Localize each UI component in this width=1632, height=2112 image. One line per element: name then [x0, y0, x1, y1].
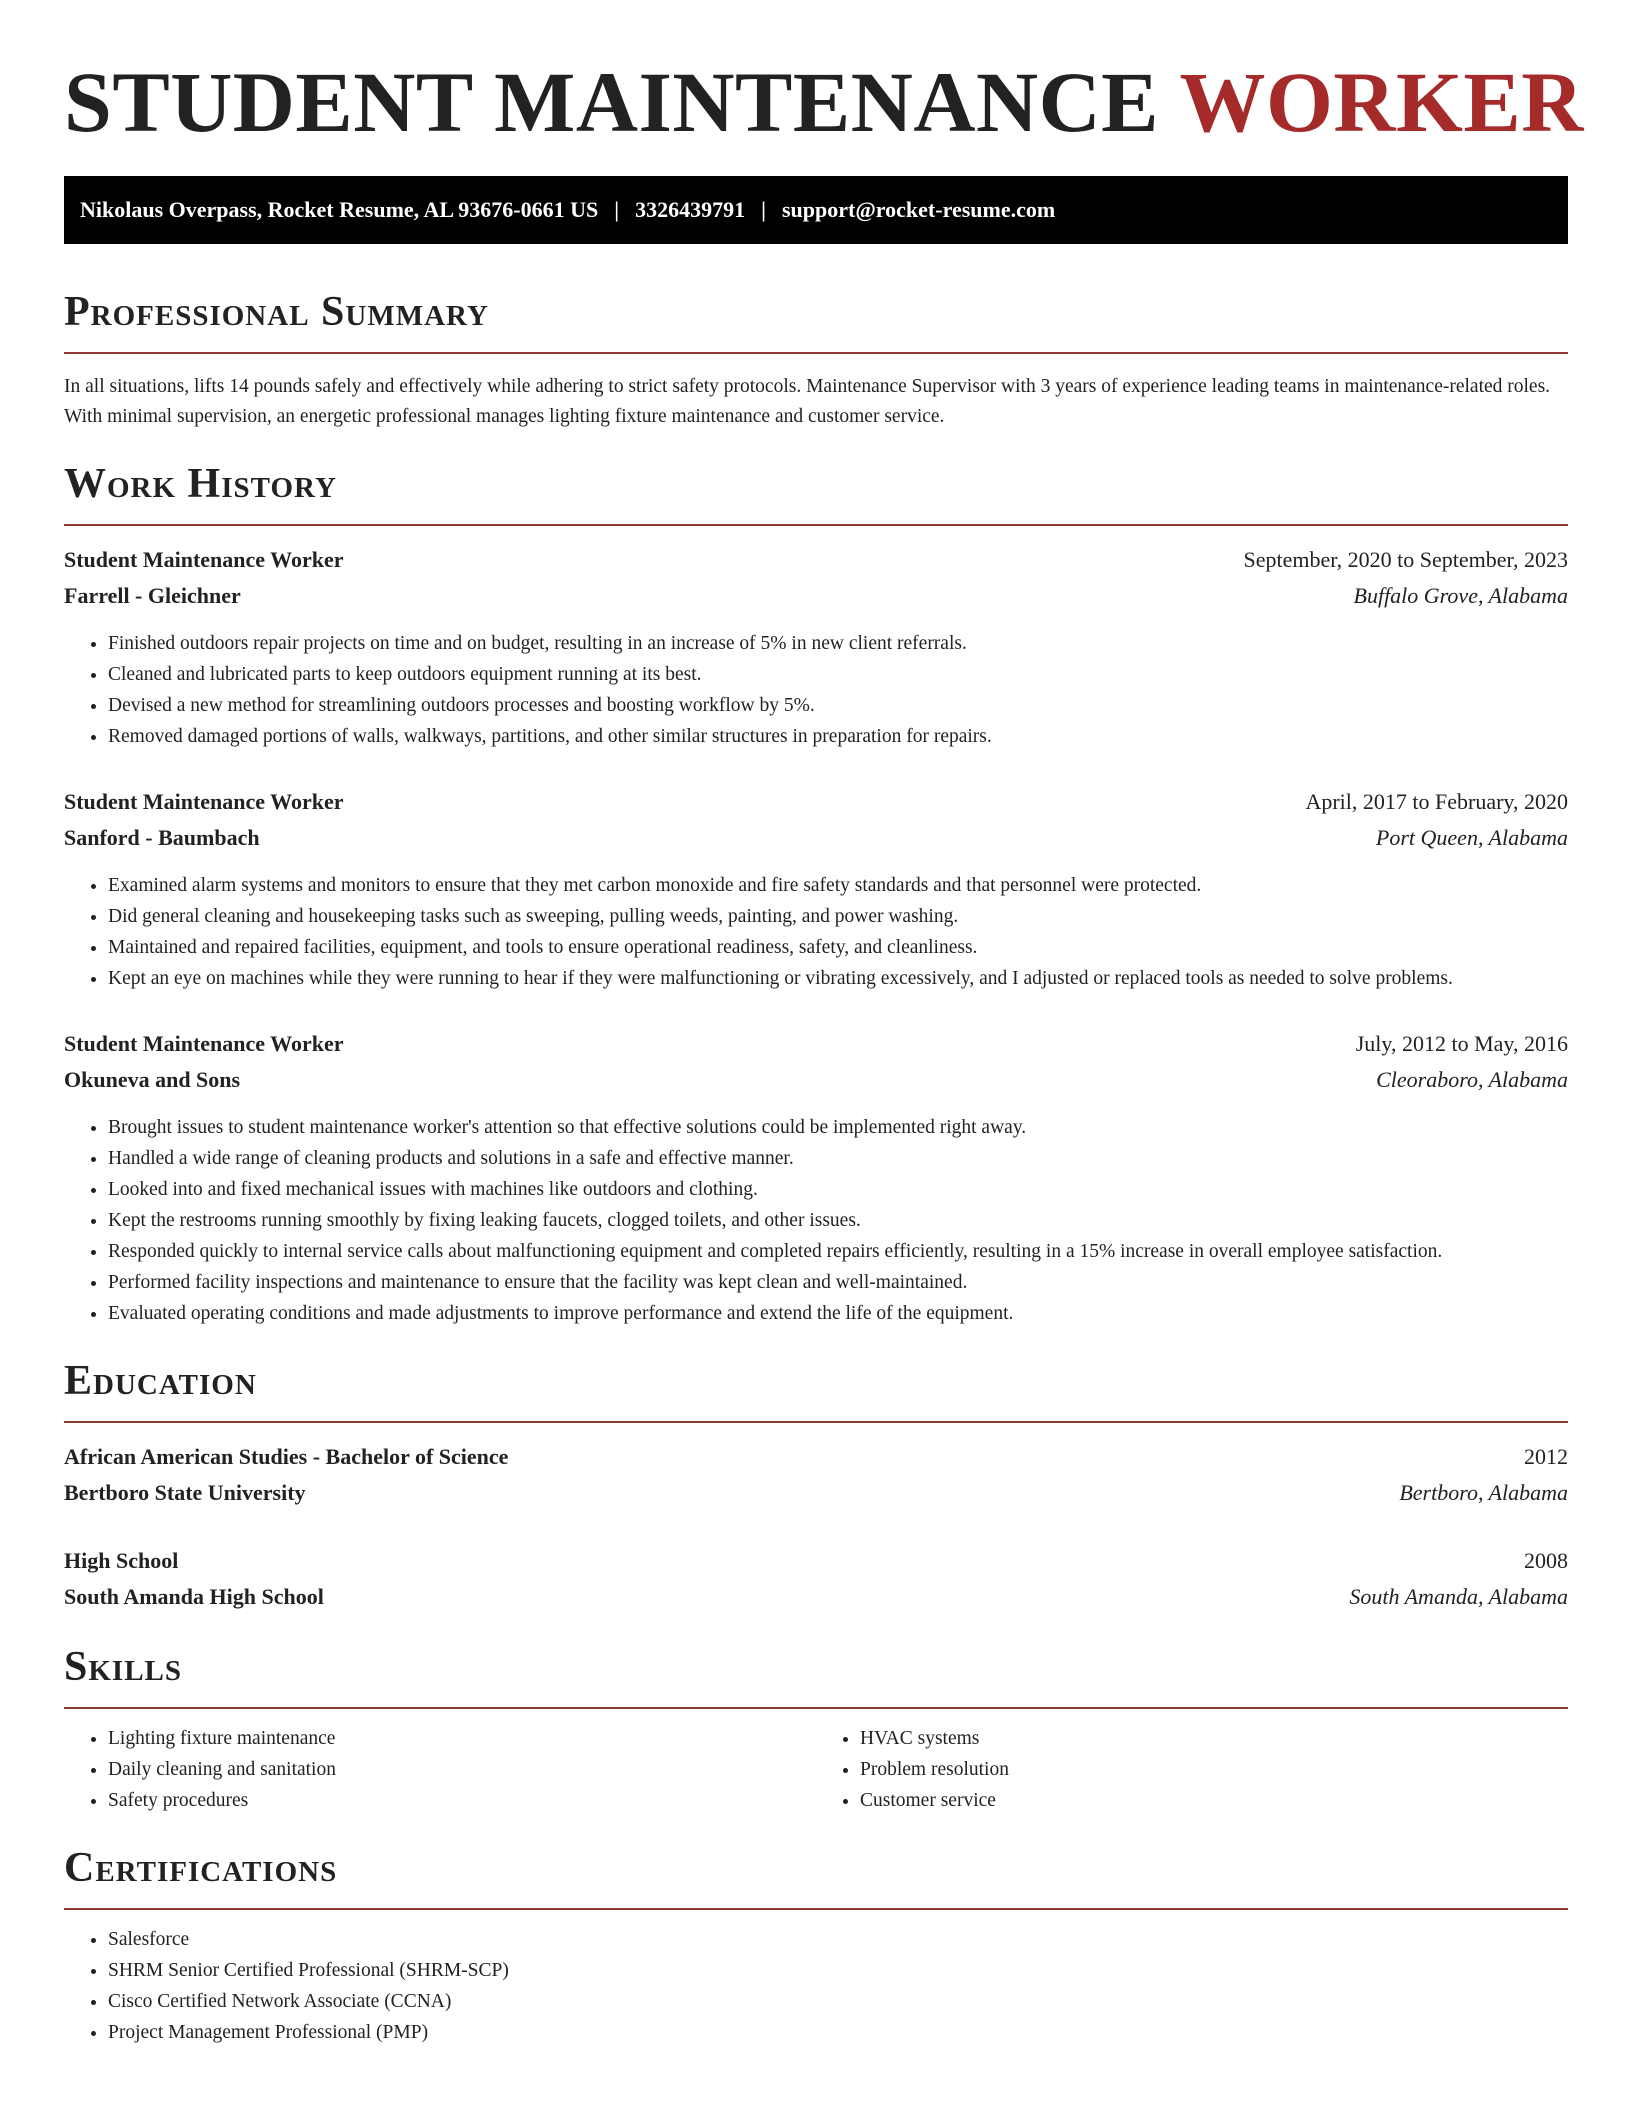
certifications-heading: Certifications: [64, 1845, 338, 1891]
job-entry: [64, 1026, 1568, 1329]
job-subheader: [64, 820, 1568, 856]
resume-title: [64, 54, 1584, 150]
education-header: [64, 1543, 1568, 1579]
skill-item: • Daily cleaning and sanitation: [108, 1754, 816, 1785]
job-dates: April, 2017 to February, 2020: [1305, 789, 1568, 814]
education-degree: High School: [64, 1548, 179, 1573]
job-bullet: • Handled a wide range of cleaning products and solutions in a safe and effective manner.: [108, 1143, 1568, 1174]
job-subheader: [64, 1062, 1568, 1098]
job-bullets: [64, 1112, 1568, 1329]
job-header: [64, 1026, 1568, 1062]
education-subheader: [64, 1475, 1568, 1511]
job-location: Cleoraboro, Alabama: [1376, 1067, 1568, 1092]
certification-item: • Cisco Certified Network Associate (CCNA): [108, 1986, 1568, 2017]
summary-text: In all situations, lifts 14 pounds safely and effectively while adhering to strict safety protocols. Maintenance Supervisor with 3 years of experience leading teams in maintenance-related roles. With minimal supervision, an energetic professional manages lighting fixture maintenance and customer service.: [64, 376, 1551, 427]
job-bullet: • Brought issues to student maintenance worker's attention so that effective solutions could be implemented right away.: [108, 1112, 1568, 1143]
job-bullet: • Devised a new method for streamlining outdoors processes and boosting workflow by 5%.: [108, 690, 1568, 721]
contact-address: Nikolaus Overpass, Rocket Resume, AL 93676-0661 US: [80, 197, 599, 222]
job-header: [64, 542, 1568, 578]
skill-item: • Lighting fixture maintenance: [108, 1723, 816, 1754]
contact-separator: |: [761, 197, 766, 222]
education-section: [64, 1357, 1568, 1615]
certification-item: • Salesforce: [108, 1924, 1568, 1955]
job-bullet: • Cleaned and lubricated parts to keep outdoors equipment running at its best.: [108, 659, 1568, 690]
section-divider: [64, 524, 1568, 526]
job-bullet: • Did general cleaning and housekeeping tasks such as sweeping, pulling weeds, painting, and power washing.: [108, 901, 1568, 932]
section-divider: [64, 352, 1568, 354]
job-entry: [64, 542, 1568, 752]
title-accent: WORKER: [1179, 54, 1584, 150]
job-role: Student Maintenance Worker: [64, 789, 344, 814]
job-entry: [64, 784, 1568, 994]
job-bullet: • Removed damaged portions of walls, walkways, partitions, and other similar structures in preparation for repairs.: [108, 721, 1568, 752]
job-bullet: • Looked into and fixed mechanical issues with machines like outdoors and clothing.: [108, 1174, 1568, 1205]
education-school: South Amanda High School: [64, 1584, 324, 1609]
job-bullet: • Maintained and repaired facilities, equipment, and tools to ensure operational readiness, safety, and cleanliness.: [108, 932, 1568, 963]
contact-separator: |: [614, 197, 620, 222]
skills-section: [64, 1643, 1568, 1816]
job-location: Port Queen, Alabama: [1375, 825, 1568, 850]
job-bullet: • Responded quickly to internal service calls about malfunctioning equipment and completed repairs efficiently, resulting in a 15% increase in overall employee satisfaction.: [108, 1236, 1568, 1267]
skills-heading: Skills: [64, 1644, 183, 1690]
job-role: Student Maintenance Worker: [64, 1031, 344, 1056]
job-dates: July, 2012 to May, 2016: [1355, 1031, 1568, 1056]
education-heading: Education: [64, 1358, 257, 1404]
work-history-section: [64, 460, 1568, 1329]
certifications-list: [64, 1924, 1568, 2048]
job-subheader: [64, 578, 1568, 614]
job-bullet: • Kept an eye on machines while they were running to hear if they were malfunctioning or vibrating excessively, and I adjusted or replaced tools as needed to solve problems.: [108, 963, 1568, 994]
education-location: South Amanda, Alabama: [1349, 1584, 1568, 1609]
skills-grid: [64, 1723, 1568, 1816]
job-bullet: • Finished outdoors repair projects on time and on budget, resulting in an increase of 5% in new client referrals.: [108, 628, 1568, 659]
education-entry: [64, 1439, 1568, 1511]
job-bullet: • Evaluated operating conditions and made adjustments to improve performance and extend the life of the equipment.: [108, 1298, 1568, 1329]
education-school: Bertboro State University: [64, 1480, 306, 1505]
skill-item: • Safety procedures: [108, 1785, 816, 1816]
contact-bar: [64, 176, 1568, 244]
skills-list-right: [816, 1723, 1568, 1816]
skill-item: • Customer service: [860, 1785, 1568, 1816]
education-year: 2008: [1524, 1548, 1568, 1573]
job-dates: September, 2020 to September, 2023: [1243, 547, 1568, 572]
section-divider: [64, 1707, 1568, 1709]
certifications-section: [64, 1844, 1568, 2048]
job-location: Buffalo Grove, Alabama: [1353, 583, 1568, 608]
job-role: Student Maintenance Worker: [64, 547, 344, 572]
summary-section: [64, 288, 1568, 432]
education-subheader: [64, 1579, 1568, 1615]
skill-item: • HVAC systems: [860, 1723, 1568, 1754]
job-bullets: [64, 870, 1568, 994]
skill-item: • Problem resolution: [860, 1754, 1568, 1785]
education-header: [64, 1439, 1568, 1475]
education-year: 2012: [1524, 1444, 1568, 1469]
job-company: Okuneva and Sons: [64, 1067, 241, 1092]
certification-item: • SHRM Senior Certified Professional (SHRM-SCP): [108, 1955, 1568, 1986]
certification-item: • Project Management Professional (PMP): [108, 2017, 1568, 2048]
work-history-heading: Work History: [64, 461, 337, 507]
education-entry: [64, 1543, 1568, 1615]
job-bullet: • Kept the restrooms running smoothly by fixing leaking faucets, clogged toilets, and other issues.: [108, 1205, 1568, 1236]
skills-list-left: [64, 1723, 816, 1816]
job-header: [64, 784, 1568, 820]
section-divider: [64, 1908, 1568, 1910]
job-bullet: • Examined alarm systems and monitors to ensure that they met carbon monoxide and fire safety standards and that personnel were protected.: [108, 870, 1568, 901]
section-divider: [64, 1421, 1568, 1423]
title-main: STUDENT MAINTENANCE: [64, 54, 1160, 150]
job-company: Farrell - Gleichner: [64, 583, 241, 608]
job-bullets: [64, 628, 1568, 752]
education-degree: African American Studies - Bachelor of Science: [64, 1444, 509, 1469]
job-company: Sanford - Baumbach: [64, 825, 260, 850]
education-location: Bertboro, Alabama: [1399, 1480, 1568, 1505]
job-bullet: • Performed facility inspections and maintenance to ensure that the facility was kept clean and well-maintained.: [108, 1267, 1568, 1298]
contact-phone: 3326439791: [635, 197, 746, 222]
contact-email: support@rocket-resume.com: [781, 197, 1056, 222]
summary-heading: Professional Summary: [64, 289, 489, 335]
